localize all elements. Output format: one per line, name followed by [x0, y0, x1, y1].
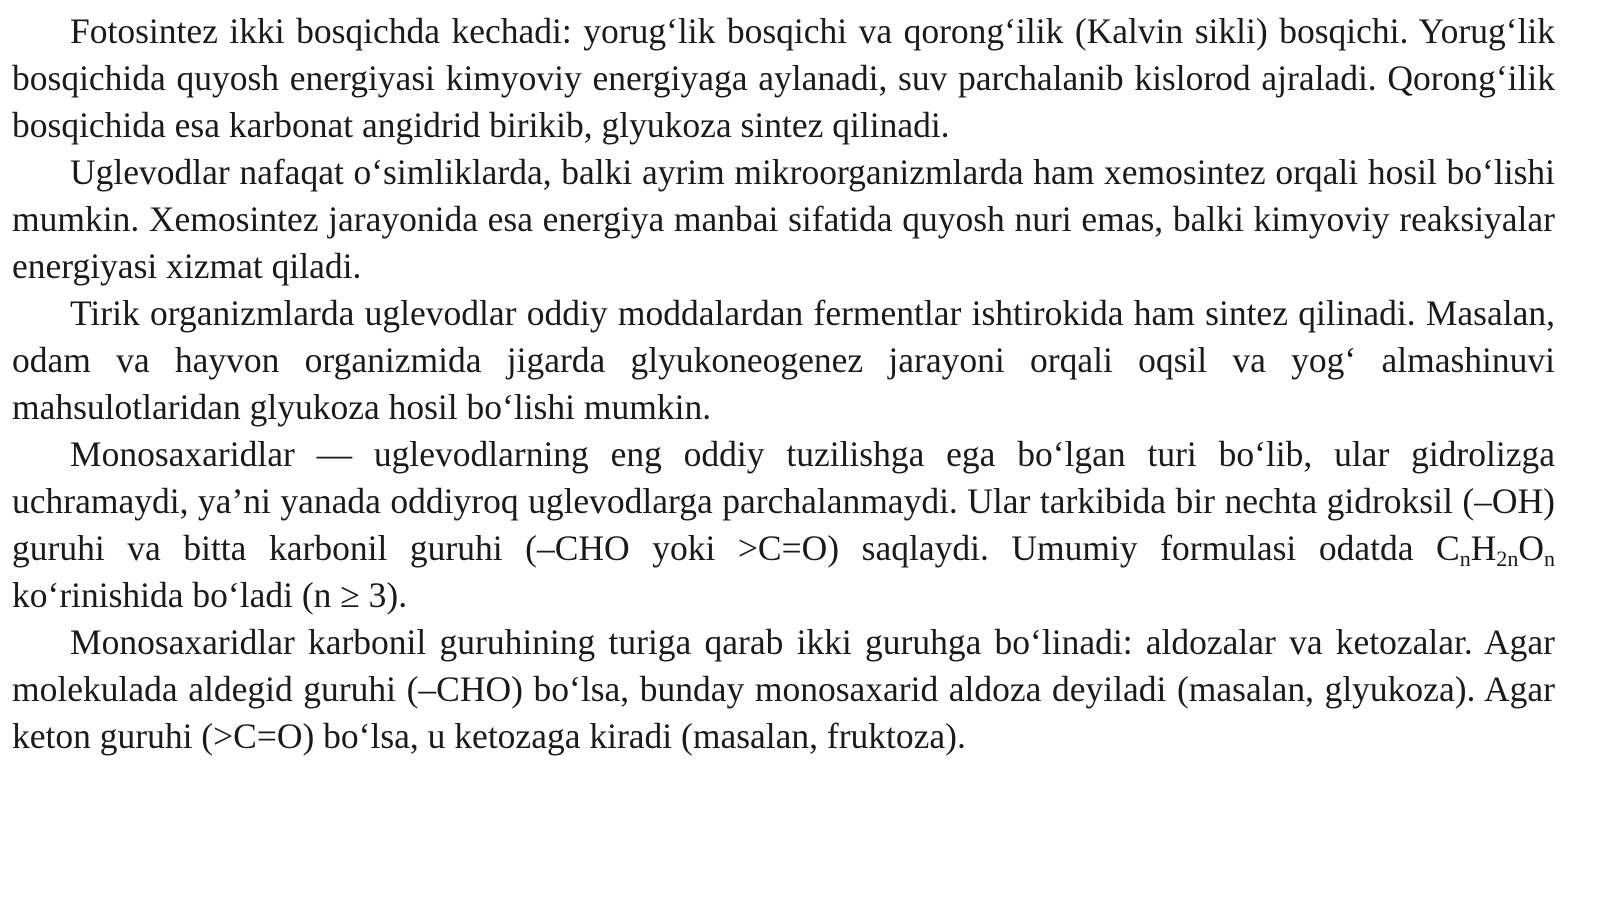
paragraph-monosaccharides-definition: [12, 431, 1555, 619]
formula-carbon: C: [1436, 528, 1460, 568]
paragraph-text-before-formula: Monosaxaridlar — uglevodlarning eng oddiy tuzilishga ega bo‘lgan turi bo‘lib, ular gidrolizga uchramaydi, ya’ni yanada oddiyroq uglevodlarga parchalanmaydi. Ular tarkibida bir nechta gidroksil (–OH) guruhi va bitta karbonil guruhi (–CHO yoki >C=O) saqlaydi. Umumiy formulasi odatda: [12, 434, 1555, 568]
paragraph-gluconeogenesis: Tirik organizmlarda uglevodlar oddiy moddalardan fermentlar ishtirokida ham sintez qilinadi. Masalan, odam va hayvon organizmida jigarda glyukoneogenez jarayoni orqali oqsil va yog‘ almashinuvi mahsulotlaridan glyukoza hosil bo‘lishi mumkin.: [12, 293, 1555, 427]
formula-oxygen: O: [1518, 528, 1544, 568]
paragraph-text-after-formula: ko‘rinishida bo‘ladi (n ≥ 3).: [12, 575, 408, 615]
formula-hydrogen: H: [1470, 528, 1497, 568]
formula-oxygen-subscript: n: [1544, 546, 1555, 572]
formula-carbon-subscript: n: [1459, 546, 1471, 572]
formula-hydrogen-subscript: 2n: [1496, 546, 1519, 572]
paragraph-photosynthesis-stages: Fotosintez ikki bosqichda kechadi: yorug‘lik bosqichi va qorong‘ilik (Kalvin sikli) bosqichi. Yorug‘lik bosqichida quyosh energiyasi kimyoviy energiyaga aylanadi, suv parchalanib kislorod ajraladi. Qorong‘ilik bosqichida esa karbonat angidrid birikib, glyukoza sintez qilinadi.: [12, 11, 1555, 145]
general-formula: [1436, 528, 1555, 572]
document-page: [12, 8, 1555, 760]
paragraph-chemosynthesis: Uglevodlar nafaqat o‘simliklarda, balki ayrim mikroorganizmlarda ham xemosintez orqali hosil bo‘lishi mumkin. Xemosintez jarayonida esa energiya manbai sifatida quyosh nuri emas, balki kimyoviy reaksiyalar energiyasi xizmat qiladi.: [12, 152, 1555, 286]
paragraph-aldoses-ketoses: Monosaxaridlar karbonil guruhining turiga qarab ikki guruhga bo‘linadi: aldozalar va ketozalar. Agar molekulada aldegid guruhi (–CHO) bo‘lsa, bunday monosaxarid aldoza deyiladi (masalan, glyukoza). Agar keton guruhi (>C=O) bo‘lsa, u ketozaga kiradi (masalan, fruktoza).: [12, 622, 1555, 756]
